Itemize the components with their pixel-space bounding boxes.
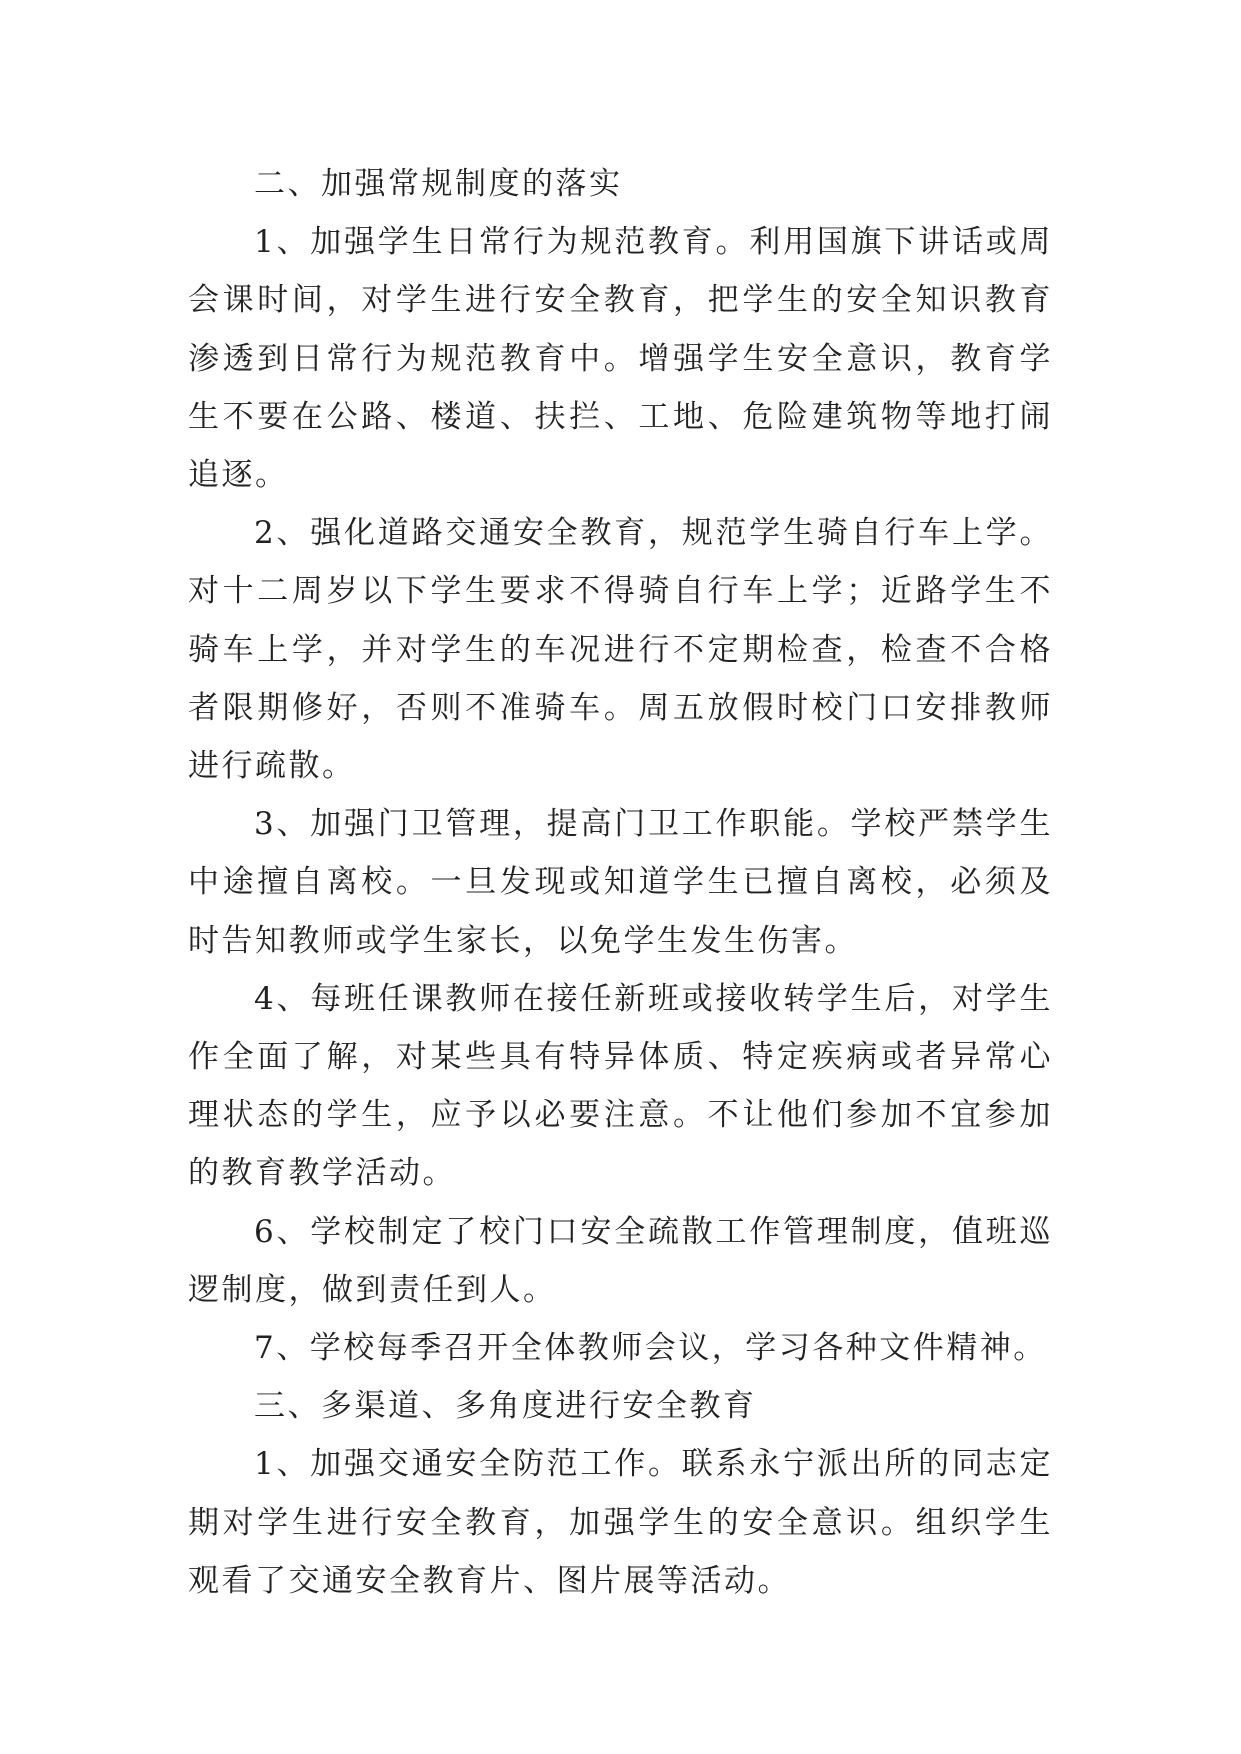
body-paragraph: 7、学校每季召开全体教师会议，学习各种文件精神。 xyxy=(254,1330,1047,1367)
body-paragraph: 2、强化道路交通安全教育，规范学生骑自行车上学。对十二周岁以下学生要求不得骑自行车上学；近路学生不骑车上学，并对学生的车况进行不定期检查，检查不合格者限期修好，否则不准骑车。周五放假时校门口安排教师进行疏散。 xyxy=(188,515,1053,785)
body-paragraph: 6、学校制定了校门口安全疏散工作管理制度，值班巡逻制度，做到责任到人。 xyxy=(188,1213,1053,1308)
body-paragraph: 1、加强交通安全防范工作。联系永宁派出所的同志定期对学生进行安全教育，加强学生的安全意识。组织学生观看了交通安全教育片、图片展等活动。 xyxy=(188,1446,1053,1599)
document-body xyxy=(188,155,1053,1610)
section-heading: 三、多渠道、多角度进行安全教育 xyxy=(254,1388,757,1425)
section-heading: 二、加强常规制度的落实 xyxy=(254,166,623,202)
body-paragraph: 1、加强学生日常行为规范教育。利用国旗下讲话或周会课时间，对学生进行安全教育，把学生的安全知识教育渗透到日常行为规范教育中。增强学生安全意识，教育学生不要在公路、楼道、扶拦、工地、危险建筑物等地打闹追逐。 xyxy=(188,224,1053,494)
body-paragraph: 3、加强门卫管理，提高门卫工作职能。学校严禁学生中途擅自离校。一旦发现或知道学生已擅自离校，必须及时告知教师或学生家长，以免学生发生伤害。 xyxy=(188,806,1053,959)
body-paragraph: 4、每班任课教师在接任新班或接收转学生后，对学生作全面了解，对某些具有特异体质、特定疾病或者异常心理状态的学生，应予以必要注意。不让他们参加不宜参加的教育教学活动。 xyxy=(188,980,1053,1192)
